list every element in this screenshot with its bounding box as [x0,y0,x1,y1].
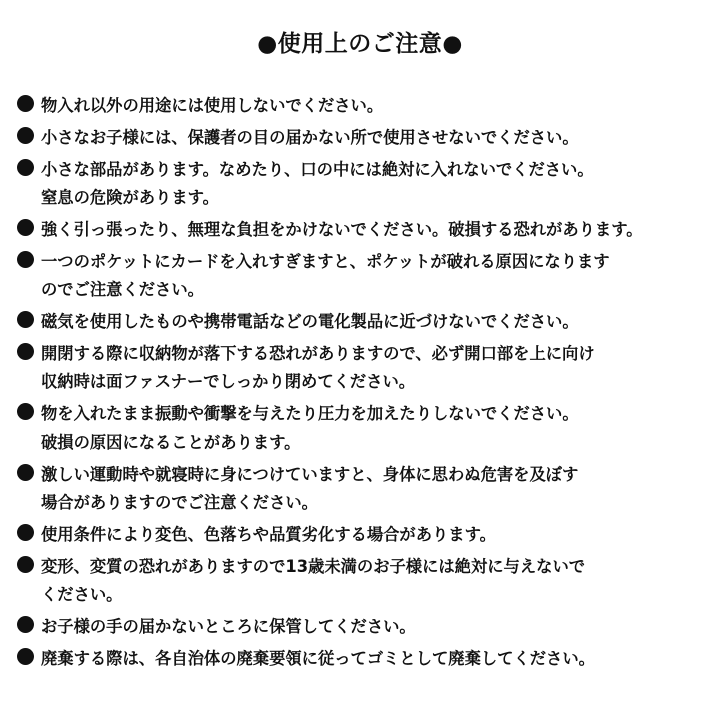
caution-text: お子様の手の届かないところに保管してください。 [41,617,416,637]
caution-text: 激しい運動時や就寝時に身につけていますと、身体に思わぬ危害を及ぼす [41,464,579,484]
caution-text: 物を入れたまま振動や衝撃を与えたり圧力を加えたりしないでください。 [41,404,579,424]
page-title: ●使用上のご注意● [257,31,463,57]
bullet-icon [17,648,34,665]
caution-text: 廃棄する際は、各自治体の廃棄要領に従ってゴミとして廃棄してください。 [41,648,595,668]
caution-item [0,553,720,610]
caution-item [0,613,720,642]
bullet-icon [17,95,34,112]
caution-text-continued: 場合がありますのでご注意ください。 [41,493,318,513]
caution-text: 使用条件により変色、色落ちや品質劣化する場合があります。 [41,525,496,544]
caution-item [0,156,720,213]
bullet-icon [17,219,34,236]
caution-text: 小さな部品があります。なめたり、口の中には絶対に入れないでください。 [41,159,594,179]
caution-text-continued: のでご注意ください。 [41,280,204,300]
caution-item [0,400,720,457]
caution-text-continued: ください。 [41,585,123,605]
caution-item [0,124,720,153]
caution-item [0,340,720,397]
bullet-icon [17,616,34,633]
caution-text: 変形、変質の恐れがありますので13歳未満のお子様には絶対に与えないで [41,556,586,576]
caution-text-continued: 収納時は面ファスナーでしっかり閉めてください。 [41,372,416,392]
caution-text: 物入れ以外の用途には使用しないでください。 [41,96,384,115]
caution-text: 開閉する際に収納物が落下する恐れがありますので、必ず開口部を上に向け [41,343,595,363]
bullet-icon [17,127,34,144]
bullet-icon [17,556,34,573]
caution-text: 小さなお子様には、保護者の目の届かない所で使用させないでください。 [41,127,579,147]
caution-text: 磁気を使用したものや携帯電話などの電化製品に近づけないでください。 [41,312,579,332]
caution-text: 一つのポケットにカードを入れすぎますと、ポケットが破れる原因になります [41,251,610,271]
caution-item [0,248,720,305]
caution-item [0,461,720,518]
bullet-icon [17,403,34,420]
caution-item [0,308,720,337]
bullet-icon [17,311,34,328]
bullet-icon [17,524,34,541]
caution-item [0,216,720,245]
caution-text: 強く引っ張ったり、無理な負担をかけないでください。破損する恐れがあります。 [41,219,643,239]
bullet-icon [17,343,34,360]
bullet-icon [17,159,34,176]
caution-item [0,521,720,550]
caution-item [0,92,720,121]
bullet-icon [17,251,34,268]
caution-list [0,92,720,677]
caution-text-continued: 窒息の危険があります。 [41,188,219,208]
caution-text-continued: 破損の原因になることがあります。 [41,432,301,452]
bullet-icon [17,464,34,481]
caution-item [0,645,720,674]
